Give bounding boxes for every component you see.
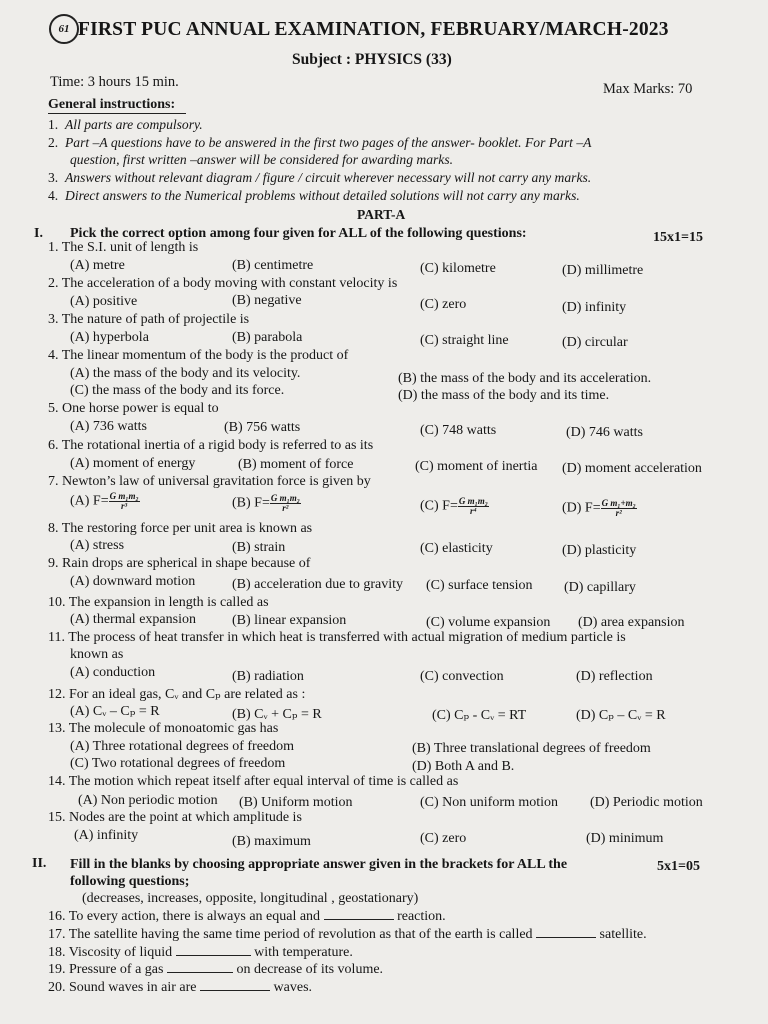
question: 3. The nature of path of projectile is [48,312,250,327]
option: (A) Non periodic motion [78,793,218,808]
section-roman: II. [32,856,47,871]
instruction-item: 4. Direct answers to the Numerical problems without detailed solutions will not carry any marks. [48,188,580,203]
question: 6. The rotational inertia of a rigid body is referred to as its [48,438,374,453]
question: 2. The acceleration of a body moving with constant velocity is [48,276,398,291]
option: (B) Uniform motion [239,795,353,810]
option: (D) 746 watts [566,425,643,440]
option: (C) zero [420,297,467,312]
option: (A) downward motion [70,574,196,589]
option: (C) zero [420,831,467,846]
question: 4. The linear momentum of the body is the product of [48,348,349,363]
question: 12. For an ideal gas, Cᵥ and Cₚ are related as : [48,687,306,702]
section-roman: I. [34,226,43,241]
option: (C) kilometre [420,261,496,276]
option: (B) 756 watts [224,420,301,435]
option: (D) moment acceleration [562,461,702,476]
option: (B) radiation [232,669,304,684]
option: (B) Three translational degrees of freedom [412,741,651,756]
section-heading: Fill in the blanks by choosing appropriate answer given in the brackets for ALL the [70,857,568,872]
time-duration: Time: 3 hours 15 min. [50,74,179,90]
option: (D) capillary [564,580,636,595]
option: (B) maximum [232,834,311,849]
instruction-item: question, first written –answer will be considered for awarding marks. [70,152,454,167]
section-heading: Pick the correct option among four given for ALL of the following questions: [70,226,527,241]
option: (D) Both A and B. [412,759,515,774]
question: 7. Newton’s law of universal gravitation force is given by [48,474,371,489]
option-formula: (A) F= $\frac{\text{G m₁m₂}}{\text{r³}}$ [70,491,139,511]
fill-question: 20. Sound waves in air are waves. [48,980,313,995]
instruction-item: 3. Answers without relevant diagram / figure / circuit wherever necessary will not carry any marks. [48,170,592,185]
option: (A) positive [70,294,138,309]
question: 11. The process of heat transfer in which heat is transferred with actual migration of medium particle is [48,630,626,645]
option: (A) conduction [70,665,156,680]
option-formula: (B) F= $\frac{\text{G m₁m₂}}{\text{r²}}$ [232,493,300,513]
option: (C) surface tension [426,578,533,593]
option: (A) Cᵥ – Cₚ = R [70,704,160,719]
fill-question: 18. Viscosity of liquid with temperature. [48,945,353,960]
option-formula: (D) F= $\frac{\text{G m₁+m₂}}{\text{r²}}$ [562,498,636,518]
option: (B) negative [232,293,302,308]
option: (D) plasticity [562,543,637,558]
option: (C) Cₚ - Cᵥ = RT [432,708,527,723]
logo-stamp: 61 [49,14,79,44]
option: (C) volume expansion [426,615,551,630]
option: (B) acceleration due to gravity [232,577,404,592]
section-marks: 15x1=15 [653,230,703,245]
question: 1. The S.I. unit of length is [48,240,199,255]
option: (A) moment of energy [70,456,196,471]
question: 15. Nodes are the point at which amplitude is [48,810,302,825]
option: (C) moment of inertia [415,459,538,474]
question: 14. The motion which repeat itself after equal interval of time is called as [48,774,459,789]
fill-question: 19. Pressure of a gas on decrease of its volume. [48,962,384,977]
option: (A) infinity [74,828,139,843]
option: (C) convection [420,669,504,684]
option: (A) hyperbola [70,330,149,345]
instructions-heading: General instructions: [48,97,176,112]
option: (D) reflection [576,669,653,684]
option: (D) area expansion [578,615,685,630]
option: (B) centimetre [232,258,314,273]
option: (B) Cᵥ + Cₚ = R [232,707,322,722]
instruction-item: 1. All parts are compulsory. [48,117,203,132]
section-marks: 5x1=05 [657,859,700,874]
fill-question: 17. The satellite having the same time period of revolution as that of the earth is called satellite. [48,927,647,942]
max-marks: Max Marks: 70 [603,81,693,97]
option: (D) Cₚ – Cᵥ = R [576,708,666,723]
option: (D) Periodic motion [590,795,703,810]
option: (A) stress [70,538,125,553]
option: (D) infinity [562,300,627,315]
option: (B) strain [232,540,286,555]
option: (C) elasticity [420,541,493,556]
question: 9. Rain drops are spherical in shape because of [48,556,311,571]
option: (B) linear expansion [232,613,347,628]
option: (C) 748 watts [420,423,497,438]
subject-line: Subject : PHYSICS (33) [292,51,452,68]
option: (D) circular [562,335,628,350]
underline [48,113,186,114]
option-formula: (C) F= $\frac{\text{G m₁m₂}}{\text{r⁴}}$ [420,496,488,516]
option: (B) parabola [232,330,303,345]
option: (C) straight line [420,333,509,348]
option: (D) the mass of the body and its time. [398,388,610,403]
option: (A) metre [70,258,125,273]
question: 13. The molecule of monoatomic gas has [48,721,279,736]
answer-choices: (decreases, increases, opposite, longitudinal , geostationary) [82,891,419,906]
option: (C) the mass of the body and its force. [70,383,285,398]
option: (C) Non uniform motion [420,795,559,810]
fill-question: 16. To every action, there is always an equal and reaction. [48,909,446,924]
exam-title: FIRST PUC ANNUAL EXAMINATION, FEBRUARY/MARCH-2023 [78,19,669,40]
option: (A) 736 watts [70,419,147,434]
option: (C) Two rotational degrees of freedom [70,756,286,771]
question-continued: known as [70,647,124,662]
option: (A) the mass of the body and its velocity. [70,366,301,381]
option: (A) Three rotational degrees of freedom [70,739,295,754]
part-a-label: PART-A [357,207,406,222]
question: 8. The restoring force per unit area is known as [48,521,313,536]
option: (A) thermal expansion [70,612,196,627]
option: (B) the mass of the body and its acceleration. [398,371,652,386]
section-heading-continued: following questions; [70,874,190,889]
option: (D) millimetre [562,263,644,278]
question: 5. One horse power is equal to [48,401,219,416]
question: 10. The expansion in length is called as [48,595,269,610]
instruction-item: 2. Part –A questions have to be answered in the first two pages of the answer- booklet. For Part –A [48,135,592,150]
option: (B) moment of force [238,457,354,472]
option: (D) minimum [586,831,664,846]
